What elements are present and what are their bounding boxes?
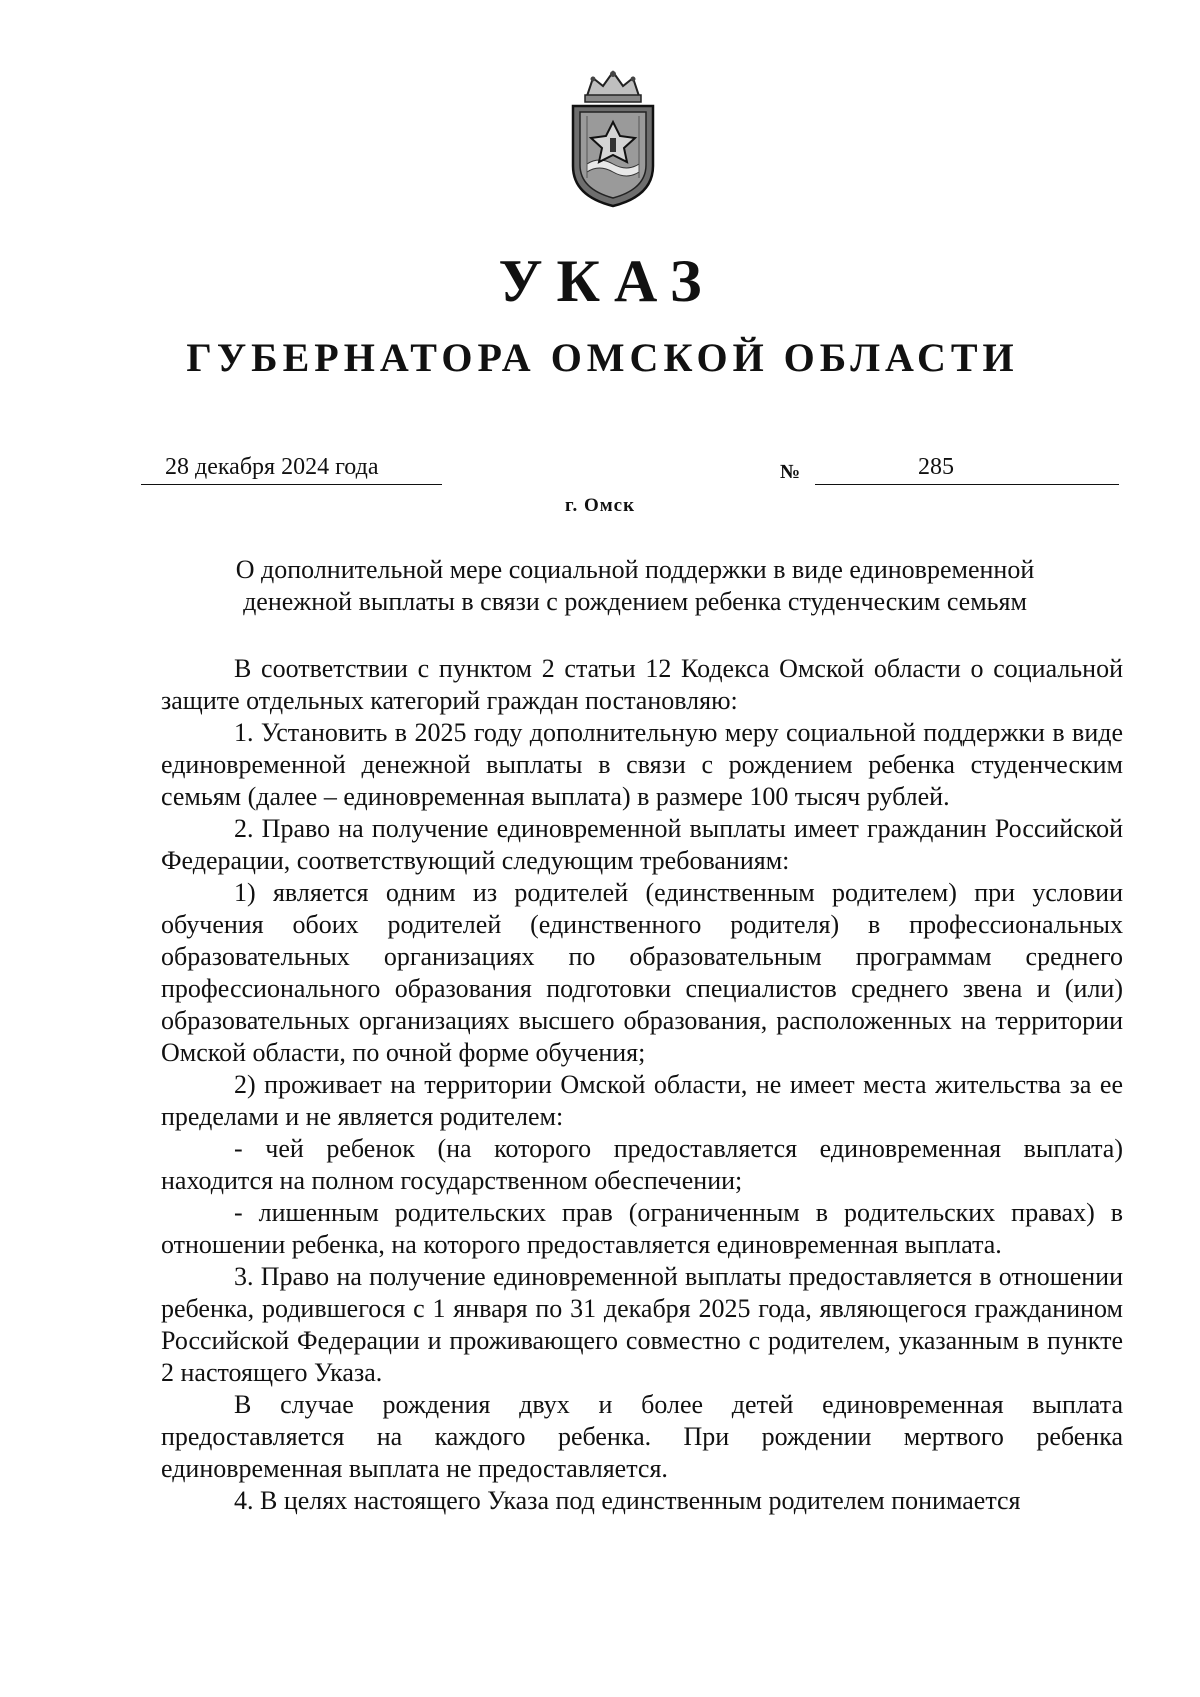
paragraph-item-2-2: 2) проживает на территории Омской области, не имеет места жительства за ее пределами и не является родителем: bbox=[161, 1070, 1123, 1131]
city-label: г. Омск bbox=[564, 495, 636, 516]
document-subtitle: ГУБЕРНАТОРА ОМСКОЙ ОБЛАСТИ bbox=[186, 335, 1019, 380]
number-sign: № bbox=[780, 461, 801, 483]
paragraph-item-2-1: 1) является одним из родителей (единственным родителем) при условии обучения обоих родителей (единственного родителя) в профессиональных образовательных организациях по образовательным программам среднего профессионального образования подготовки специалистов среднего звена и (или) образовательных организациях высшего образования, расположенных на территории Омской области, по очной форме обучения; bbox=[161, 878, 1123, 1067]
paragraph-item-3-note: В случае рождения двух и более детей единовременная выплата предоставляется на каждого ребенка. При рождении мертвого ребенка единовременная выплата не предоставляется. bbox=[161, 1390, 1123, 1483]
number-value: 285 bbox=[918, 454, 954, 480]
paragraph-item-3: 3. Право на получение единовременной выплаты предоставляется в отношении ребенка, родившегося с 1 января по 31 декабря 2025 года, являющегося гражданином Российской Федерации и проживающего совместно с родителем, указанным в пункте 2 настоящего Указа. bbox=[161, 1262, 1123, 1387]
heading-line: О дополнительной мере социальной поддержки в виде единовременной bbox=[235, 555, 1035, 584]
date-field bbox=[141, 451, 442, 485]
paragraph-item-1: 1. Установить в 2025 году дополнительную меру социальной поддержки в виде единовременной денежной выплаты в связи с рождением ребенка студенческим семьям (далее – единовременная выплата) в размере 100 тысяч рублей. bbox=[161, 718, 1123, 811]
paragraph-item-2-2-b: - лишенным родительских прав (ограниченным в родительских правах) в отношении ребенка, на которого предоставляется единовременная выплата. bbox=[161, 1198, 1123, 1259]
paragraph-item-4: 4. В целях настоящего Указа под единственным родителем понимается bbox=[234, 1486, 1021, 1515]
document-heading bbox=[150, 554, 1120, 618]
document-title: УКАЗ bbox=[498, 248, 716, 314]
document-body bbox=[161, 653, 1123, 1517]
omsk-coat-of-arms-icon bbox=[567, 66, 659, 208]
heading-line: денежной выплаты в связи с рождением ребенка студенческим семьям bbox=[243, 587, 1027, 616]
paragraph-item-2: 2. Право на получение единовременной выплаты имеет гражданин Российской Федерации, соответствующий следующим требованиям: bbox=[161, 814, 1123, 875]
date-value: 28 декабря 2024 года bbox=[165, 454, 379, 480]
paragraph-preamble: В соответствии с пунктом 2 статьи 12 Кодекса Омской области о социальной защите отдельных категорий граждан постановляю: bbox=[161, 654, 1123, 715]
number-field bbox=[815, 451, 1119, 485]
paragraph-item-2-2-a: - чей ребенок (на которого предоставляется единовременная выплата) находится на полном государственном обеспечении; bbox=[161, 1134, 1123, 1195]
